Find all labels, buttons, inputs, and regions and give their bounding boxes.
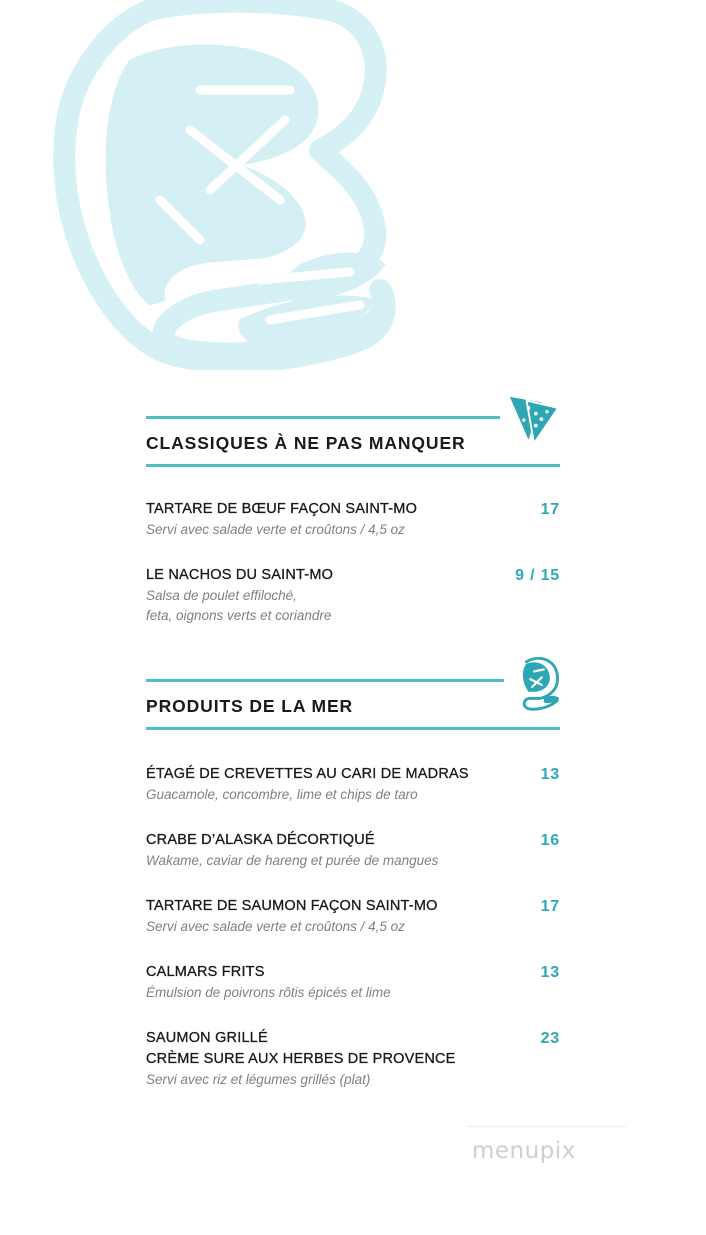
menu-item: [146, 764, 560, 805]
item-price: 9 / 15: [515, 567, 560, 584]
item-description: Wakame, caviar de hareng et purée de mangues: [146, 853, 439, 868]
menu-item: [146, 830, 560, 871]
item-description: Servi avec salade verte et croûtons / 4,5 oz: [146, 522, 405, 537]
shrimp-illustration: [40, 0, 400, 370]
item-name: TARTARE DE SAUMON FAÇON SAINT-MO: [146, 898, 438, 914]
item-description: Servi avec salade verte et croûtons / 4,5 oz: [146, 919, 405, 934]
item-price: 23: [540, 1030, 560, 1047]
item-name: TARTARE DE BŒUF FAÇON SAINT-MO: [146, 501, 418, 517]
item-price: 17: [540, 898, 560, 915]
item-price: 16: [540, 832, 560, 849]
item-name: CALMARS FRITS: [146, 964, 265, 980]
watermark-divider: [466, 1126, 626, 1127]
section-top-rule: [146, 679, 504, 682]
item-name: ÉTAGÉ DE CREVETTES AU CARI DE MADRAS: [146, 766, 469, 782]
item-name: CRABE D’ALASKA DÉCORTIQUÉ: [146, 832, 375, 848]
item-price: 17: [540, 501, 560, 518]
menu-item: [146, 565, 560, 626]
item-description: Servi avec riz et légumes grillés (plat): [146, 1072, 371, 1087]
item-description: Émulsion de poivrons rôtis épicés et lime: [146, 985, 391, 1000]
item-name: LE NACHOS DU SAINT-MO: [146, 567, 334, 583]
menu-item: [146, 962, 560, 1003]
nacho-chips-icon: [506, 395, 562, 447]
shrimp-icon: [512, 654, 562, 712]
section-title: PRODUITS DE LA MER: [146, 696, 354, 716]
item-name-line-2: CRÈME SURE AUX HERBES DE PROVENCE: [146, 1051, 456, 1067]
section-bottom-rule: [146, 727, 560, 730]
menu-item: [146, 896, 560, 937]
section-bottom-rule: [146, 464, 560, 467]
section-top-rule: [146, 416, 500, 419]
section-title: CLASSIQUES À NE PAS MANQUER: [146, 433, 466, 453]
section-produits-de-la-mer: [146, 652, 560, 1102]
item-description: Salsa de poulet effiloché,: [146, 588, 297, 603]
item-price: 13: [540, 964, 560, 981]
item-description: Guacamole, concombre, lime et chips de taro: [146, 787, 418, 802]
menu-item: [146, 499, 560, 540]
item-name: SAUMON GRILLÉ: [146, 1030, 268, 1046]
section-classiques: [146, 395, 560, 635]
item-description-line-2: feta, oignons verts et coriandre: [146, 608, 332, 623]
menu-item: [146, 1028, 560, 1090]
watermark: menupix: [472, 1138, 576, 1164]
item-price: 13: [540, 766, 560, 783]
